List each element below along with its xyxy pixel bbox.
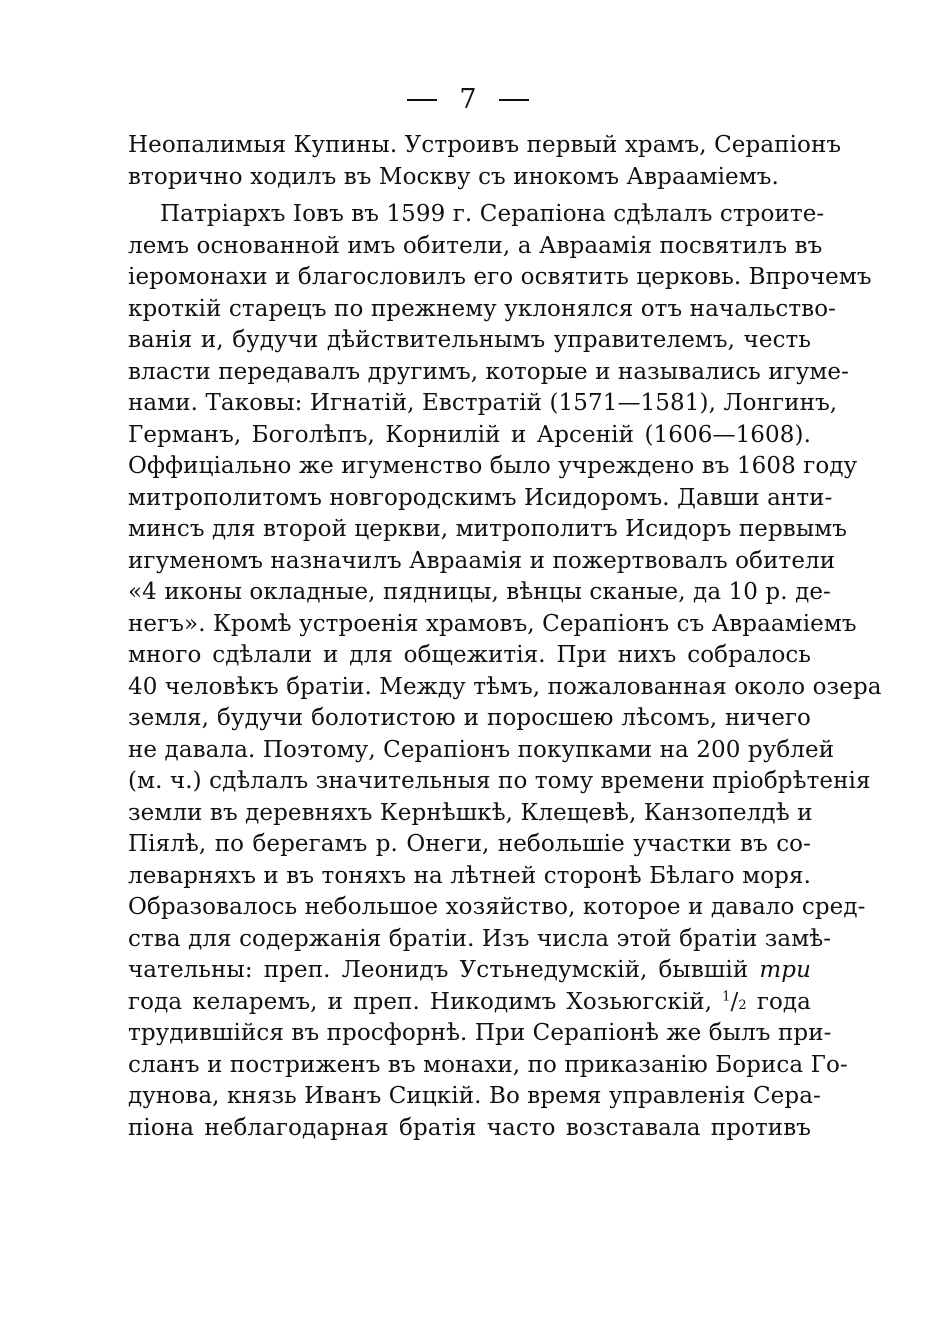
italic-word: три	[759, 957, 811, 983]
text-line: митрополитомъ новгородскимъ Исидоромъ. Давши анти-	[128, 484, 833, 511]
text-line: ства для содержанія братіи. Изъ числа этой братіи замѣ-	[128, 925, 832, 952]
text-line: много сдѣлали и для общежитія. При нихъ собралось	[128, 642, 811, 668]
text-line: дунова, князь Иванъ Сицкій. Во время управленія Сера-	[128, 1083, 821, 1109]
text-line-with-fraction	[128, 987, 811, 1019]
text-line: Образовалось небольшое хозяйство, которое и давало сред-	[128, 894, 866, 920]
text-line: Германъ, Боголѣпъ, Корнилій и Арсеній (1606—1608).	[128, 421, 811, 448]
page-header	[0, 84, 936, 115]
text-line: трудившійся въ просфорнѣ. При Серапіонѣ же былъ при-	[128, 1020, 832, 1046]
page-number: 7	[459, 83, 477, 115]
text-fragment: чательны: преп. Леонидъ Устьнедумскій, бывшій	[128, 957, 749, 983]
text-fragment: года келаремъ, и преп. Никодимъ Хозьюгскій,	[128, 988, 713, 1015]
fraction-numerator: 1	[722, 988, 731, 1004]
fraction	[722, 989, 747, 1015]
text-line-with-italic	[128, 955, 811, 987]
text-line: земли въ деревняхъ Кернѣшкѣ, Клещевѣ, Канзопелдѣ и	[128, 799, 813, 826]
text-line: минсъ для второй церкви, митрополитъ Исидоръ первымъ	[128, 516, 847, 542]
text-line: піона неблагодарная братія часто возставала противъ	[128, 1114, 811, 1141]
text-line: Неопалимыя Купины. Устроивъ первый храмъ, Серапіонъ	[128, 132, 842, 158]
text-line: 40 человѣкъ братіи. Между тѣмъ, пожалованная около озера	[128, 673, 882, 700]
text-line: власти передавалъ другимъ, которые и назывались игуме-	[128, 358, 850, 385]
text-line: не давала. Поэтому, Серапіонъ покупками на 200 рублей	[128, 736, 835, 763]
text-line: игуменомъ назначилъ Авраамія и пожертвовалъ обители	[128, 547, 836, 574]
text-line: негъ». Кромѣ устроенія храмовъ, Серапіонъ съ Авраамiемъ	[128, 610, 857, 637]
header-dash-left	[407, 99, 437, 101]
text-line: іеромонахи и благословилъ его освятить церковь. Впрочемъ	[128, 264, 872, 290]
text-line: земля, будучи болотистою и поросшею лѣсомъ, ничего	[128, 705, 811, 731]
text-line: леварняхъ и въ тоняхъ на лѣтней сторонѣ Бѣлаго моря.	[128, 862, 811, 889]
text-line: Піялѣ, по берегамъ р. Онеги, небольшіе участки въ со-	[128, 831, 811, 857]
text-line: лемъ основанной имъ обители, а Авраамія посвятилъ въ	[128, 232, 823, 259]
text-line: Патріархъ Іовъ въ 1599 г. Серапіона сдѣлалъ строите-	[160, 201, 825, 227]
text-fragment: года	[756, 988, 811, 1015]
body-text	[128, 130, 882, 1144]
fraction-slash: /	[730, 988, 739, 1015]
text-line: вторично ходилъ въ Москву съ инокомъ Авраамiемъ.	[128, 163, 779, 190]
text-line: кроткій старецъ по прежнему уклонялся отъ начальство-	[128, 295, 837, 322]
text-line: сланъ и постриженъ въ монахи, по приказанію Бориса Го-	[128, 1051, 848, 1078]
text-line: Оффиціально же игуменство было учреждено въ 1608 году	[128, 453, 858, 479]
text-line: нами. Таковы: Игнатій, Евстратій (1571—1581), Лонгинъ,	[128, 390, 838, 416]
text-line: ванія и, будучи дѣйствительнымъ управителемъ, честь	[128, 327, 811, 353]
header-dash-right	[499, 99, 529, 101]
text-line: «4 иконы окладные, пядницы, вѣнцы сканые, да 10 р. де-	[128, 579, 831, 605]
text-line: (м. ч.) сдѣлалъ значительныя по тому времени пріобрѣтенія	[128, 768, 871, 794]
fraction-denominator: 2	[738, 997, 747, 1013]
